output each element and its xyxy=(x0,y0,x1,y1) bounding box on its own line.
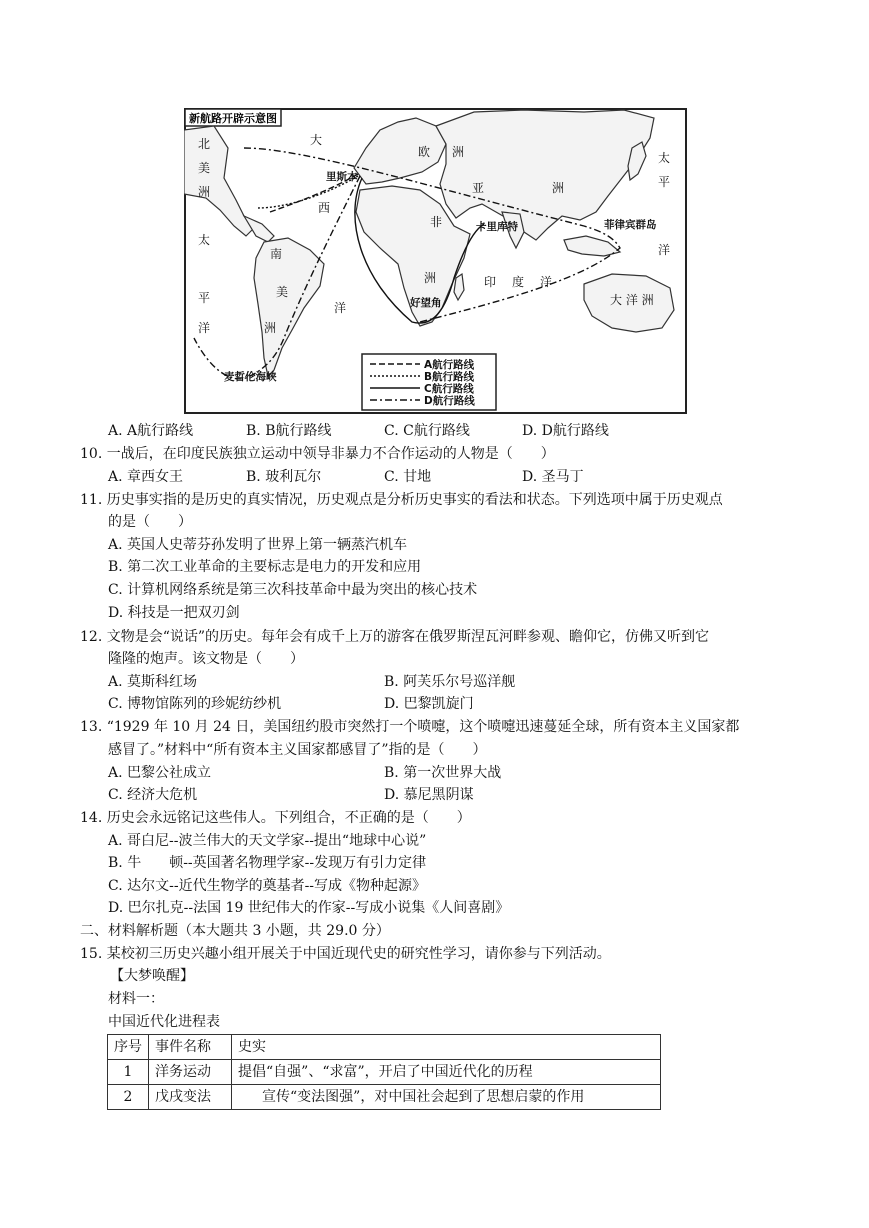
q15-subheading: 【大梦唤醒】 xyxy=(110,968,194,984)
q11-option-c: C. 计算机网络系统是第三次科技革命中最为突出的核心技术 xyxy=(108,582,478,598)
q9-option-c: C. C航行路线 xyxy=(384,423,470,439)
label-pacific-w-3: 洋 xyxy=(198,321,211,335)
label-atlantic-2: 西 xyxy=(318,201,331,215)
table-cell: 宣传“变法图强”，对中国社会起到了思想启蒙的作用 xyxy=(232,1085,661,1110)
table-header-row xyxy=(108,1035,661,1060)
q13-option-d: D. 慕尼黑阴谋 xyxy=(384,787,474,803)
legend-b-label: B航行路线 xyxy=(424,371,475,383)
q9-option-d: D. D航行路线 xyxy=(522,423,609,439)
q9-option-a: A. A航行路线 xyxy=(108,423,194,439)
table-header-cell: 事件名称 xyxy=(149,1035,232,1060)
q11-option-a: A. 英国人史蒂芬孙发明了世界上第一辆蒸汽机车 xyxy=(108,537,408,553)
q13-stem-line2: 感冒了。”材料中“所有资本主义国家都感冒了”指的是（ ） xyxy=(108,742,487,758)
label-pacific-e-2: 平 xyxy=(658,175,671,189)
table-row xyxy=(108,1085,661,1110)
label-cape: 好望角 xyxy=(410,297,442,309)
q10-option-b: B. 玻利瓦尔 xyxy=(246,469,322,485)
q14-option-a: A. 哥白尼--波兰伟大的天文学家--提出“地球中心说” xyxy=(108,833,427,849)
q11-option-d: D. 科技是一把双刃剑 xyxy=(108,605,240,621)
label-lisbon: 里斯本 xyxy=(326,171,358,183)
q15-material-label: 材料一： xyxy=(108,991,164,1007)
q10-option-a: A. 章西女王 xyxy=(108,469,184,485)
label-south-america-1: 南 xyxy=(270,247,283,261)
modernization-table xyxy=(107,1034,661,1110)
label-north-america-1: 北 xyxy=(198,137,211,151)
q13-option-a: A. 巴黎公社成立 xyxy=(108,765,212,781)
q12-stem-line1: 12. 文物是会“说话”的历史。每年会有成千上万的游客在俄罗斯涅瓦河畔参观、瞻仰它，仿佛又听到它 xyxy=(80,629,710,645)
label-europe-2: 洲 xyxy=(452,145,465,159)
map-legend xyxy=(362,354,496,410)
q11-option-b: B. 第二次工业革命的主要标志是电力的开发和应用 xyxy=(108,559,422,575)
q13-stem-line1: 13. “1929 年 10 月 24 日，美国纽约股市突然打一个喷嚏，这个喷嚏迅速蔓延全球，所有资本主义国家都 xyxy=(80,719,740,735)
q14-option-b: B. 牛 顿--英国著名物理学家--发现万有引力定律 xyxy=(108,855,427,871)
q13-option-c: C. 经济大危机 xyxy=(108,787,198,803)
legend-c-label: C航行路线 xyxy=(424,383,474,395)
label-pacific-e-3: 洋 xyxy=(658,243,671,257)
label-atlantic-1: 大 xyxy=(310,133,323,147)
label-atlantic-3: 洋 xyxy=(334,301,347,315)
q12-option-c: C. 博物馆陈列的珍妮纺纱机 xyxy=(108,696,282,712)
table-cell: 2 xyxy=(108,1085,149,1110)
q14-option-d: D. 巴尔扎克--法国 19 世纪伟大的作家--写成小说集《人间喜剧》 xyxy=(108,900,510,916)
q11-stem-line1: 11. 历史事实指的是历史的真实情况，历史观点是分析历史事实的看法和状态。下列选项中属于历史观点 xyxy=(80,492,723,508)
label-indian-2: 度 xyxy=(512,275,525,289)
table-cell: 提倡“自强”、“求富”，开启了中国近代化的历程 xyxy=(232,1060,661,1085)
table-header-cell: 史实 xyxy=(232,1035,661,1060)
table-header-cell: 序号 xyxy=(108,1035,149,1060)
new-sea-routes-map xyxy=(184,108,687,414)
label-south-america-3: 洲 xyxy=(264,321,277,335)
label-africa-1: 非 xyxy=(430,215,443,229)
q10-option-d: D. 圣马丁 xyxy=(522,469,584,485)
label-north-america-3: 洲 xyxy=(198,185,211,199)
label-asia-2: 洲 xyxy=(552,181,565,195)
q15-table-title: 中国近代化进程表 xyxy=(108,1014,220,1030)
label-europe-1: 欧 xyxy=(418,145,431,159)
label-indian-3: 洋 xyxy=(540,275,553,289)
q14-stem: 14. 历史会永远铭记这些伟人。下列组合，不正确的是（ ） xyxy=(80,810,471,826)
q15-stem: 15. 某校初三历史兴趣小组开展关于中国近现代史的研究性学习，请你参与下列活动。 xyxy=(80,946,611,962)
legend-d-label: D航行路线 xyxy=(424,395,475,407)
q10-stem: 10. 一战后，在印度民族独立运动中领导非暴力不合作运动的人物是（ ） xyxy=(80,446,555,462)
q9-option-b: B. B航行路线 xyxy=(246,423,332,439)
q12-option-a: A. 莫斯科红场 xyxy=(108,674,198,690)
label-pacific-w-2: 平 xyxy=(198,291,211,305)
label-north-america-2: 美 xyxy=(198,161,211,175)
q12-stem-line2: 隆隆的炮声。该文物是（ ） xyxy=(108,651,304,667)
label-south-america-2: 美 xyxy=(276,285,289,299)
section2-heading: 二、材料解析题（本大题共 3 小题，共 29.0 分） xyxy=(80,923,390,939)
label-africa-2: 洲 xyxy=(424,271,437,285)
q12-option-d: D. 巴黎凯旋门 xyxy=(384,696,474,712)
label-pacific-w-1: 太 xyxy=(198,233,211,247)
label-magellan: 麦哲伦海峡 xyxy=(224,371,277,383)
table-cell: 洋务运动 xyxy=(149,1060,232,1085)
label-indian-1: 印 xyxy=(484,275,497,289)
label-asia-1: 亚 xyxy=(472,181,485,195)
label-philippines: 菲律宾群岛 xyxy=(604,219,657,231)
label-pacific-e-1: 太 xyxy=(658,151,671,165)
label-oceania: 大 洋 洲 xyxy=(610,293,654,307)
map-title: 新航路开辟示意图 xyxy=(189,112,277,125)
label-calicut: 卡里库特 xyxy=(476,221,518,233)
table-row xyxy=(108,1060,661,1085)
q14-option-c: C. 达尔文--近代生物学的奠基者--写成《物种起源》 xyxy=(108,878,427,894)
q12-option-b: B. 阿芙乐尔号巡洋舰 xyxy=(384,674,516,690)
table-cell: 戊戌变法 xyxy=(149,1085,232,1110)
table-cell: 1 xyxy=(108,1060,149,1085)
q10-option-c: C. 甘地 xyxy=(384,469,432,485)
q11-stem-line2: 的是（ ） xyxy=(108,514,192,530)
legend-a-label: A航行路线 xyxy=(424,359,475,371)
q13-option-b: B. 第一次世界大战 xyxy=(384,765,502,781)
